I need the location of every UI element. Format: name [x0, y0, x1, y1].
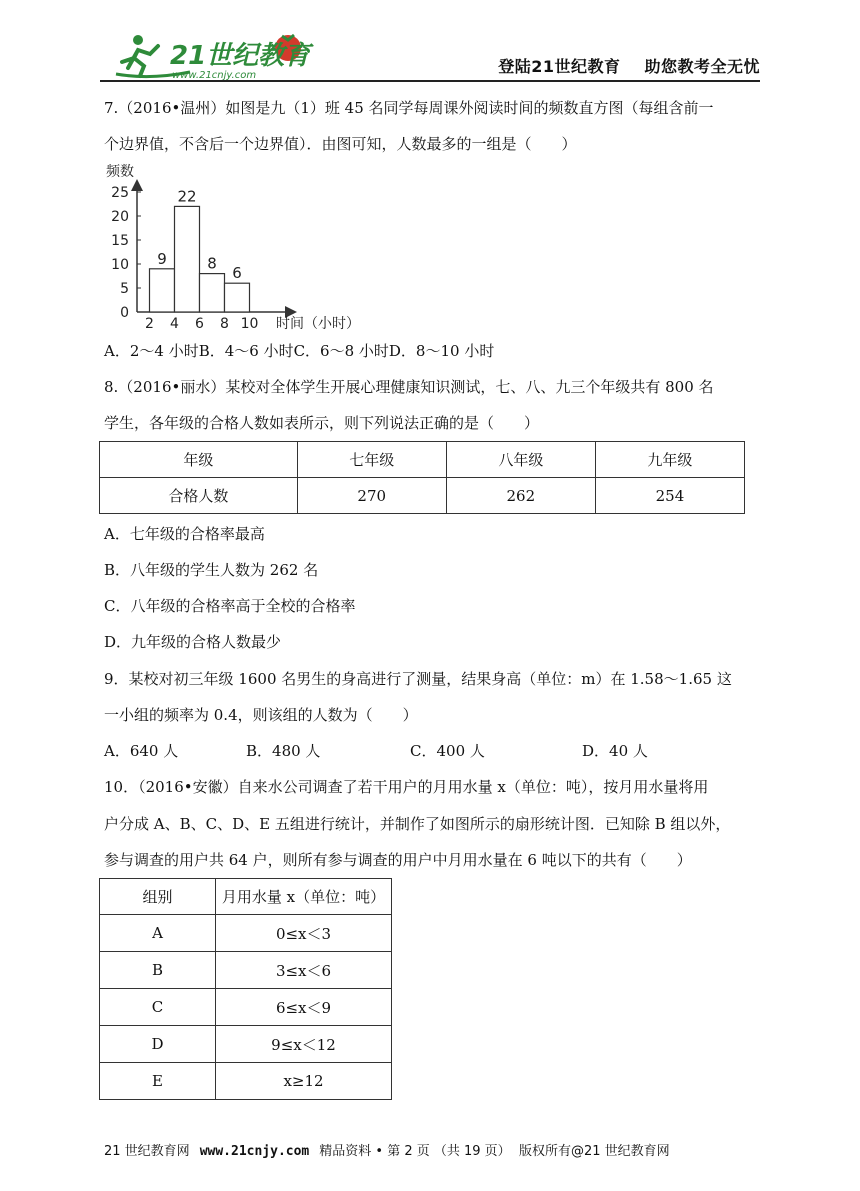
- q10-line1: 10．（2016•安徽）自来水公司调查了若干用户的月用水量 x（单位：吨），按月用水量将用: [104, 778, 709, 796]
- slogan-left: 登陆21世纪教育: [498, 57, 621, 76]
- q7-line1: 7.（2016•温州）如图是九（1）班 45 名同学每周课外阅读时间的频数直方图（每组含前一: [104, 99, 714, 117]
- table-row: [100, 1063, 392, 1100]
- table-cell: 九年级: [595, 442, 744, 478]
- table-row: [100, 952, 392, 989]
- table-cell: 262: [446, 478, 595, 514]
- table-cell: A: [100, 915, 216, 952]
- footer-middle: 精品资料 • 第 2 页 （共 19 页）: [319, 1144, 511, 1159]
- histogram-bar: [200, 274, 225, 312]
- table-row: [100, 915, 392, 952]
- logo-text: 21世纪教育: [170, 41, 311, 71]
- table-cell: 3≤x＜6: [216, 952, 392, 989]
- q8-option-d: D．九年级的合格人数最少: [104, 633, 282, 651]
- table-cell: 年级: [100, 442, 298, 478]
- q8-table: [99, 441, 745, 514]
- logo-url: www.21cnjy.com: [172, 70, 257, 81]
- x-tick-label: 4: [170, 316, 179, 332]
- table-cell: 270: [297, 478, 446, 514]
- q10-line2: 户分成 A、B、C、D、E 五组进行统计，并制作了如图所示的扇形统计图．已知除 B 组以外，: [104, 815, 731, 833]
- y-tick-label: 25: [111, 185, 129, 201]
- table-row: [100, 1026, 392, 1063]
- table-cell: B: [100, 952, 216, 989]
- table-header-row: [100, 442, 745, 478]
- header-rule: [100, 80, 760, 82]
- x-tick-label: 2: [145, 316, 154, 332]
- x-tick-label: 10: [240, 316, 259, 332]
- footer-right: 版权所有@21 世纪教育网: [518, 1144, 670, 1159]
- y-tick-label: 5: [120, 281, 129, 297]
- footer-site-link[interactable]: www.21cnjy.com: [199, 1144, 310, 1159]
- table-cell: E: [100, 1063, 216, 1100]
- bar-value-label: 6: [232, 264, 242, 283]
- histogram-bar: [150, 269, 175, 312]
- table-cell: 八年级: [446, 442, 595, 478]
- x-axis-label: 时间（小时）: [276, 316, 360, 332]
- q10-line3: 参与调查的用户共 64 户，则所有参与调查的用户中月用水量在 6 吨以下的共有（ ）: [104, 851, 692, 869]
- x-tick-label: 6: [195, 316, 204, 332]
- x-tick-label: 8: [220, 316, 229, 332]
- y-tick-label: 0: [120, 305, 129, 321]
- q7-line2: 个边界值，不含后一个边界值）．由图可知，人数最多的一组是（ ）: [104, 135, 577, 153]
- q8-option-b: B．八年级的学生人数为 262 名: [104, 561, 319, 579]
- q9-option-c: C．400 人: [410, 742, 485, 760]
- bar-value-label: 8: [207, 254, 217, 273]
- frequency-histogram: [104, 156, 404, 336]
- page-footer: [104, 1140, 670, 1159]
- q9-line1: 9．某校对初三年级 1600 名男生的身高进行了测量，结果身高（单位：m）在 1.58～1.65 这: [104, 670, 732, 688]
- y-tick-label: 10: [111, 257, 129, 273]
- table-cell: 6≤x＜9: [216, 989, 392, 1026]
- slogan-right: 助您教考全无忧: [644, 57, 760, 76]
- q9-option-a: A．640 人: [104, 742, 179, 760]
- histogram-bar: [225, 283, 250, 312]
- table-cell: 0≤x＜3: [216, 915, 392, 952]
- q9-option-d: D．40 人: [582, 742, 648, 760]
- table-row: [100, 989, 392, 1026]
- page-header: [100, 28, 760, 84]
- q9-option-b: B．480 人: [246, 742, 321, 760]
- table-cell: 9≤x＜12: [216, 1026, 392, 1063]
- table-cell: x≥12: [216, 1063, 392, 1100]
- table-header-row: [100, 879, 392, 915]
- table-cell: 月用水量 x（单位：吨）: [216, 879, 392, 915]
- histogram-bar: [175, 206, 200, 312]
- y-tick-label: 20: [111, 209, 129, 225]
- q8-option-c: C．八年级的合格率高于全校的合格率: [104, 597, 356, 615]
- table-cell: 七年级: [297, 442, 446, 478]
- table-cell: 合格人数: [100, 478, 298, 514]
- bar-value-label: 9: [157, 249, 167, 268]
- table-cell: 254: [595, 478, 744, 514]
- y-tick-label: 15: [111, 233, 129, 249]
- table-cell: D: [100, 1026, 216, 1063]
- table-cell: C: [100, 989, 216, 1026]
- q8-option-a: A．七年级的合格率最高: [104, 525, 265, 543]
- q10-table: [99, 878, 392, 1100]
- header-slogan: [474, 54, 760, 77]
- bar-value-label: 22: [177, 187, 197, 206]
- site-logo: [110, 28, 320, 82]
- q7-options: A．2～4 小时B．4～6 小时C．6～8 小时D．8～10 小时: [104, 342, 495, 360]
- q8-line2: 学生，各年级的合格人数如表所示，则下列说法正确的是（ ）: [104, 414, 540, 432]
- footer-left: 21 世纪教育网: [104, 1144, 190, 1159]
- q9-line2: 一小组的频率为 0.4，则该组的人数为（ ）: [104, 706, 418, 724]
- table-cell: 组别: [100, 879, 216, 915]
- q8-line1: 8.（2016•丽水）某校对全体学生开展心理健康知识测试，七、八、九三个年级共有 800 名: [104, 378, 714, 396]
- y-axis-label: 频数: [106, 164, 134, 180]
- table-row: [100, 478, 745, 514]
